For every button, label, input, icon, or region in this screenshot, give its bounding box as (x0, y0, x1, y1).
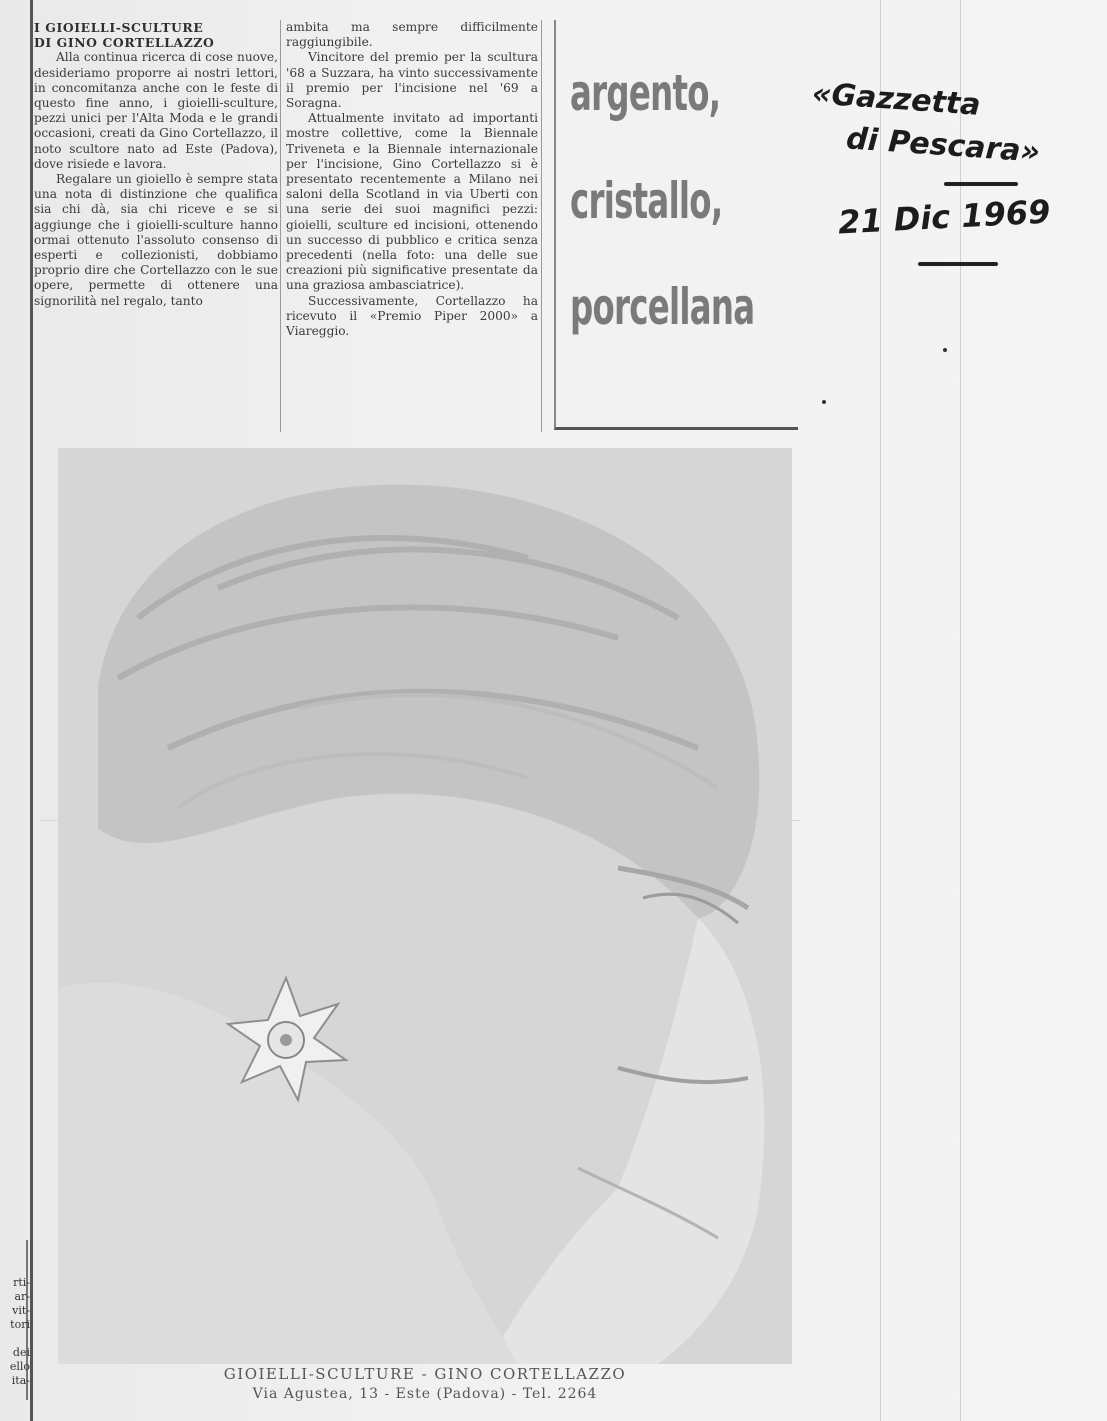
article-heading: DI GINO CORTELLAZZO (34, 35, 215, 51)
title-word: argento, (570, 64, 721, 122)
article-paragraph: Attualmente invitato ad importanti mostre collettive, come la Biennale Triveneta e la Biennale internazionale per l'incisione, Gino Cortellazzo si è presentato recentemente a Milano nei saloni della Scotland in via Uberti con una serie dei suoi magnifici pezzi: gioielli, sculture ed incisioni, ottenendo un successo di pubblico e critica senza precedenti (nella foto: una delle sue creazioni più significative presentate da una graziosa ambasciatrice). (286, 111, 538, 293)
fragment-text: ar- (14, 1290, 30, 1303)
article-paragraph: Regalare un gioiello è sempre stata una nota di distinzione che qualifica sia chi dà, sia chi riceve e se si aggiunge che i gioielli-sculture hanno ormai ottenuto l'assoluto consenso di esperti e collezionisti, dobbiamo proprio dire che Cortellazzo con le sue opere, permette di ottenere una signorilità nel regalo, tanto (34, 172, 278, 308)
article-column-2 (286, 20, 538, 339)
fragment-text: ita- (11, 1374, 30, 1387)
caption-title: GIOIELLI-SCULTURE - GINO CORTELLAZZO (223, 1365, 627, 1383)
article-paragraph: ambita ma sempre difficilmente raggiungibile. (286, 20, 538, 50)
article-paragraph: Vincitore del premio per la scultura '68 a Suzzara, ha vinto successivamente il premio per l'incisione nel '69 a Soragna. (286, 50, 538, 111)
article-paragraph: Alla continua ricerca di cose nuove, desideriamo proporre ai nostri lettori, in concomitanza anche con le feste di questo fine anno, i gioielli-sculture, pezzi unici per l'Alta Moda e le grandi occasioni, creati da Gino Cortellazzo, il noto scultore nato ad Este (Padova), dove risiede e lavora. (34, 50, 278, 171)
fragment-text: ello (9, 1360, 30, 1373)
left-edge-strip (0, 0, 34, 1421)
woman-portrait-image (58, 448, 792, 1364)
title-word: cristallo, (570, 172, 723, 230)
column-rule (280, 20, 281, 432)
article-heading: I GIOIELLI-SCULTURE (34, 20, 204, 35)
adjacent-column-fragment (0, 1276, 30, 1388)
title-word: porcellana (570, 278, 755, 336)
handwritten-underline (918, 262, 998, 266)
fragment-text: dei (12, 1346, 30, 1359)
fragment-text: rti- (13, 1276, 30, 1289)
article-paragraph: Successivamente, Cortellazzo ha ricevuto il «Premio Piper 2000» a Viareggio. (286, 293, 538, 339)
ink-speck (822, 400, 826, 404)
photo-caption (60, 1364, 790, 1404)
fragment-text: tori (10, 1318, 30, 1331)
handwritten-underline (944, 182, 1018, 186)
caption-address: Via Agustea, 13 - Este (Padova) - Tel. 2264 (252, 1386, 598, 1402)
handwritten-source: di Pescara» (845, 121, 1042, 170)
clipping-edge (30, 0, 33, 1421)
title-box (554, 20, 798, 430)
article-photo (58, 448, 792, 1364)
handwritten-source: «Gazzetta (810, 76, 982, 123)
column-rule (541, 20, 542, 432)
article-column-1 (34, 20, 278, 309)
ink-speck (943, 348, 947, 352)
fragment-text: vit- (12, 1304, 30, 1317)
handwritten-date: 21 Dic 1969 (837, 192, 1052, 242)
